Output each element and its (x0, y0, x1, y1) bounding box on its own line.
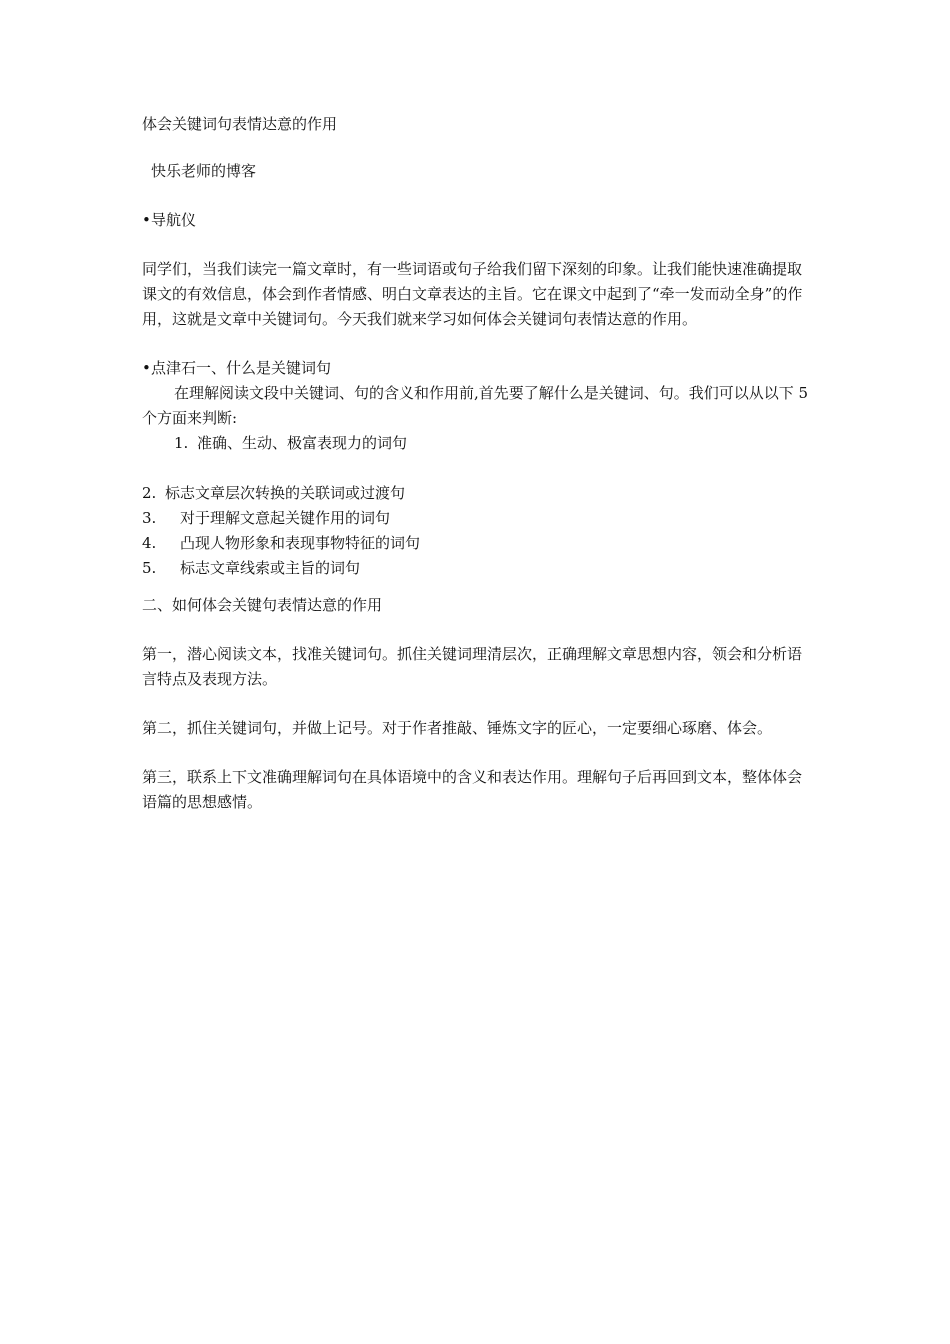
author-line: 快乐老师的博客 (151, 162, 257, 180)
list-text: 对于理解文意起关键作用的词句 (180, 509, 391, 527)
document-title: 体会关键词句表情达意的作用 (142, 115, 338, 133)
step-paragraph-3: 第三，联系上下文准确理解词句在具体语境中的含义和表达作用。理解句子后再回到文本，整体体会语篇的思想感情。 (142, 768, 803, 811)
list-number: 2. (142, 484, 157, 502)
list-number: 3. (142, 509, 157, 527)
bullet-glyph: • (142, 359, 151, 377)
step-paragraph-2: 第二，抓住关键词句，并做上记号。对于作者推敲、锤炼文字的匠心，一定要细心琢磨、体会。 (142, 719, 773, 737)
list-item (142, 556, 814, 581)
section1-heading (142, 356, 814, 381)
list-text: 准确、生动、极富表现力的词句 (197, 434, 408, 452)
section1-heading-text: 点津石一、什么是关键词句 (151, 359, 332, 377)
list-item (142, 531, 814, 556)
section2-heading: 二、如何体会关键句表情达意的作用 (142, 596, 383, 614)
section1-paragraph: 在理解阅读文段中关键词、句的含义和作用前,首先要了解什么是关键词、句。我们可以从以下 5 个方面来判断: (142, 384, 809, 427)
nav-heading (142, 208, 814, 233)
list-text: 标志文章层次转换的关联词或过渡句 (165, 484, 406, 502)
document-page (142, 112, 814, 839)
list-number: 1. (174, 434, 189, 452)
list-text: 凸现人物形象和表现事物特征的词句 (180, 534, 421, 552)
list-text: 标志文章线索或主旨的词句 (180, 559, 361, 577)
bullet-glyph: • (142, 211, 151, 229)
list-number: 4. (142, 534, 157, 552)
list-number: 5. (142, 559, 157, 577)
intro-paragraph: 同学们，当我们读完一篇文章时，有一些词语或句子给我们留下深刻的印象。让我们能快速准确提取课文的有效信息，体会到作者情感、明白文章表达的主旨。它在课文中起到了“牵一发而动全身”的作用，这就是文章中关键词句。今天我们就来学习如何体会关键词句表情达意的作用。 (142, 260, 803, 328)
list-item (142, 481, 814, 506)
list-item (142, 506, 814, 531)
nav-label: 导航仪 (151, 211, 197, 229)
step-paragraph-1: 第一，潜心阅读文本，找准关键词句。抓住关键词理清层次，正确理解文章思想内容，领会和分析语言特点及表现方法。 (142, 645, 803, 688)
list-item (142, 431, 814, 456)
